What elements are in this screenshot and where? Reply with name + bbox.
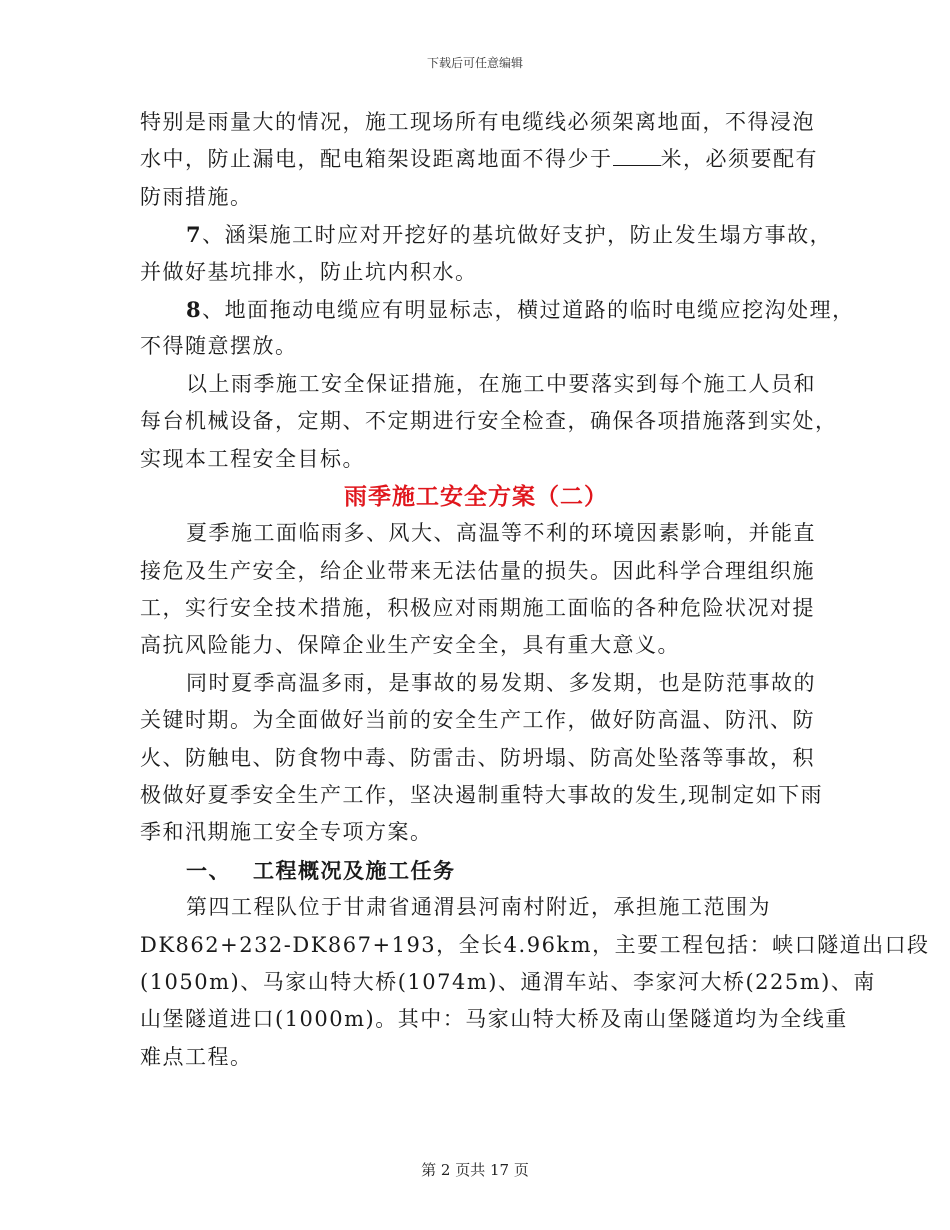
paragraph-line: 极做好夏季安全生产工作，坚决遏制重特大事故的发生,现制定如下雨 bbox=[140, 783, 824, 808]
text-span: 水中，防止漏电，配电箱架设距离地面不得少于 bbox=[140, 147, 613, 172]
list-item-8 bbox=[140, 291, 855, 328]
paragraph-line: 接危及生产安全，给企业带来无法估量的损失。因此科学合理组织施 bbox=[140, 558, 815, 583]
text-span: 米，必须要配有 bbox=[660, 147, 818, 172]
paragraph-line: 山堡隧道进口(1000m)。其中：马家山特大桥及南山堡隧道均为全线重 bbox=[140, 1007, 848, 1032]
paragraph-line: 关键时期。为全面做好当前的安全生产工作，做好防高温、防汛、防 bbox=[140, 708, 815, 733]
paragraph-line bbox=[140, 141, 818, 178]
page-header-note: 下载后可任意编辑 bbox=[426, 56, 523, 70]
page-number-footer: 第 2 页共 17 页 bbox=[421, 1161, 529, 1179]
paragraph-line: 难点工程。 bbox=[140, 1044, 253, 1069]
paragraph-line: 实现本工程安全目标。 bbox=[140, 446, 365, 471]
paragraph-line: 工，实行安全技术措施，积极应对雨期施工面临的各种危险状况对提 bbox=[140, 596, 815, 621]
paragraph-line: 第四工程队位于甘肃省通渭县河南村附近，承担施工范围为 bbox=[186, 895, 771, 920]
paragraph-line: 夏季施工面临雨多、风大、高温等不利的环境因素影响，并能直 bbox=[186, 521, 816, 546]
section-heading-1 bbox=[140, 852, 812, 889]
paragraph-line: 并做好基坑排水，防止坑内积水。 bbox=[140, 259, 478, 284]
list-number: 8 bbox=[186, 296, 203, 322]
paragraph-line: 特别是雨量大的情况，施工现场所有电缆线必须架离地面，不得浸泡 bbox=[140, 110, 815, 134]
fill-in-blank bbox=[613, 145, 661, 166]
paragraph-line: 季和汛期施工安全专项方案。 bbox=[140, 820, 433, 845]
paragraph-line: 不得随意摆放。 bbox=[140, 334, 298, 359]
list-number: 7 bbox=[186, 222, 203, 248]
paragraph-line: 高抗风险能力、保障企业生产安全全，具有重大意义。 bbox=[140, 633, 680, 658]
paragraph-line: 每台机械设备，定期、不定期进行安全检查，确保各项措施落到实处， bbox=[140, 409, 838, 434]
paragraph-line: 防雨措施。 bbox=[140, 184, 253, 209]
paragraph-line: 火、防触电、防食物中毒、防雷击、防坍塌、防高处坠落等事故，积 bbox=[140, 745, 815, 770]
paragraph-line: 同时夏季高温多雨，是事故的易发期、多发期，也是防范事故的 bbox=[186, 670, 816, 695]
text-span: 、地面拖动电缆应有明显标志，横过道路的临时电缆应挖沟处理， bbox=[202, 297, 855, 322]
list-item-7 bbox=[140, 216, 833, 253]
paragraph-line: DK862+232-DK867+193，全长4.96km，主要工程包括：峡口隧道出口段 bbox=[140, 932, 930, 957]
paragraph-line: 以上雨季施工安全保证措施，在施工中要落实到每个施工人员和 bbox=[186, 371, 816, 396]
heading-number: 一、 bbox=[186, 857, 231, 883]
heading-text: 工程概况及施工任务 bbox=[253, 857, 456, 883]
text-span: 、涵渠施工时应对开挖好的基坑做好支护，防止发生塌方事故， bbox=[202, 223, 833, 248]
paragraph-line: (1050m)、马家山特大桥(1074m)、通渭车站、李家河大桥(225m)、南 bbox=[140, 969, 876, 994]
section-title: 雨季施工安全方案（二） bbox=[344, 482, 608, 510]
document-body bbox=[140, 104, 930, 1076]
